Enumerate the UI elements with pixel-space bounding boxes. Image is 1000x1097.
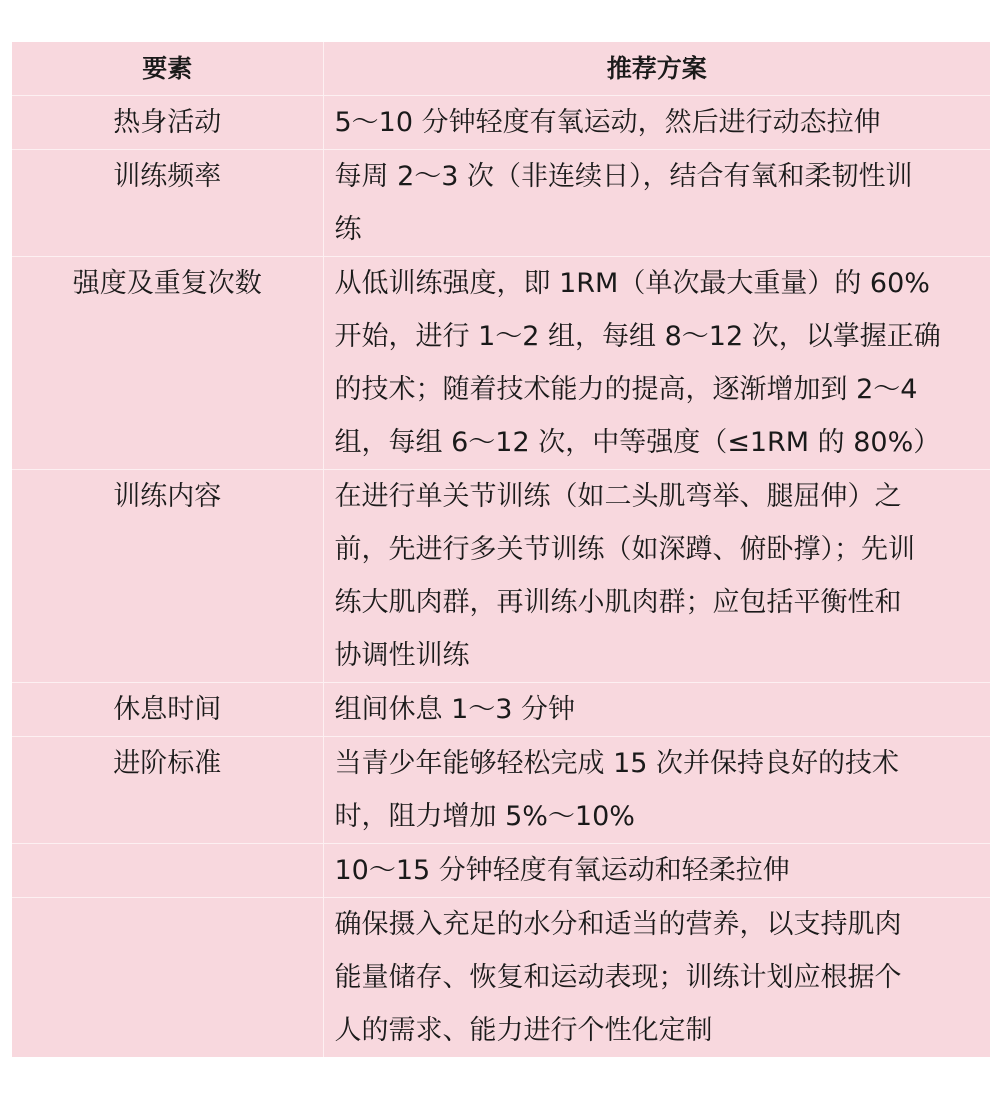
plan-text-line: 当青少年能够轻松完成 15 次并保持良好的技术: [334, 748, 900, 779]
plan-text-line: 前，先进行多关节训练（如深蹲、俯卧撑）；先训: [334, 534, 915, 565]
table-row: [12, 737, 990, 844]
row-plan-cell: [323, 257, 990, 470]
row-plan-cell: [323, 737, 990, 844]
plan-text-line: 协调性训练: [334, 640, 470, 671]
plan-text-line: 练大肌肉群，再训练小肌肉群；应包括平衡性和: [334, 587, 902, 618]
row-element-cell: [12, 844, 323, 898]
row-element-cell: 休息时间: [12, 683, 323, 737]
row-element-cell: 训练内容: [12, 470, 323, 683]
plan-text-line: 的技术；随着技术能力的提高，逐渐增加到 2～4: [334, 374, 918, 405]
row-element-cell: 训练频率: [12, 150, 323, 257]
row-plan-cell: [323, 150, 990, 257]
plan-text-line: 确保摄入充足的水分和适当的营养，以支持肌肉: [334, 909, 902, 940]
plan-text-line: 能量储存、恢复和运动表现；训练计划应根据个: [334, 962, 902, 993]
plan-text-line: 时，阻力增加 5%～10%: [334, 801, 635, 832]
plan-text-line: 从低训练强度，即 1RM（单次最大重量）的 60%: [334, 268, 930, 299]
table-row: [12, 683, 990, 737]
row-element-cell: [12, 898, 323, 1058]
row-element-cell: 进阶标准: [12, 737, 323, 844]
plan-text-line: 组间休息 1～3 分钟: [334, 694, 576, 725]
header-element: 要素: [12, 42, 323, 96]
table-row: [12, 844, 990, 898]
row-plan-cell: [323, 844, 990, 898]
row-plan-cell: [323, 898, 990, 1058]
row-plan-cell: [323, 470, 990, 683]
table-body: [12, 96, 990, 1058]
plan-text-line: 每周 2～3 次（非连续日），结合有氧和柔韧性训: [334, 161, 913, 192]
plan-text-line: 在进行单关节训练（如二头肌弯举、腿屈伸）之: [334, 481, 902, 512]
plan-text-line: 组，每组 6～12 次，中等强度（≤1RM 的 80%）: [334, 427, 941, 458]
recommendation-table-container: [12, 42, 990, 1057]
plan-text-line: 10～15 分钟轻度有氧运动和轻柔拉伸: [334, 855, 790, 886]
row-element-cell: 热身活动: [12, 96, 323, 150]
table-header-row: [12, 42, 990, 96]
table-row: [12, 898, 990, 1058]
table-row: [12, 257, 990, 470]
plan-text-line: 5～10 分钟轻度有氧运动，然后进行动态拉伸: [334, 107, 881, 138]
row-plan-cell: [323, 96, 990, 150]
table-row: [12, 96, 990, 150]
recommendation-table: [12, 42, 990, 1057]
plan-text-line: 开始，进行 1～2 组，每组 8～12 次，以掌握正确: [334, 321, 941, 352]
table-row: [12, 150, 990, 257]
row-element-cell: 强度及重复次数: [12, 257, 323, 470]
table-row: [12, 470, 990, 683]
plan-text-line: 练: [334, 214, 362, 245]
plan-text-line: 人的需求、能力进行个性化定制: [334, 1015, 713, 1046]
header-plan: 推荐方案: [606, 54, 707, 83]
row-plan-cell: [323, 683, 990, 737]
